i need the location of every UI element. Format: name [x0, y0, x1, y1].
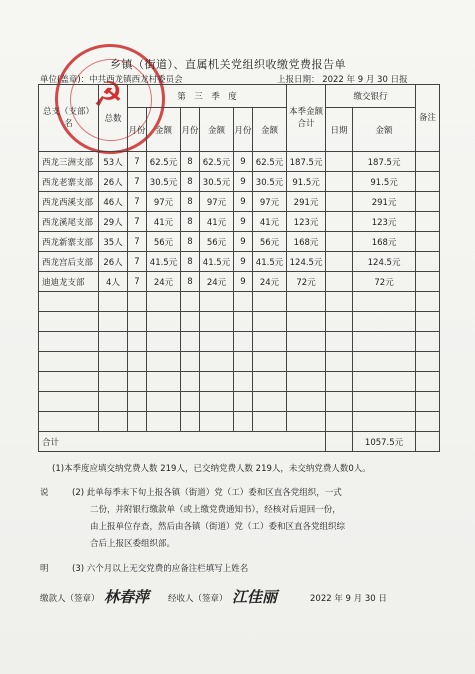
- empty-cell: [416, 332, 440, 352]
- cell-date: [326, 212, 353, 232]
- empty-cell: [147, 392, 181, 412]
- header-quarter-total: 本季金额合计: [287, 85, 326, 152]
- empty-cell: [326, 352, 353, 372]
- payer-label: 缴款人（签章）: [40, 594, 100, 604]
- empty-cell: [326, 392, 353, 412]
- empty-cell: [147, 352, 181, 372]
- header-month-2: 月份: [181, 108, 200, 152]
- total-remark: [416, 432, 440, 452]
- note-3: (3) 六个月以上无交党费的应备注栏填写上姓名: [72, 564, 249, 574]
- cell-a1: 56元: [147, 232, 181, 252]
- cell-a3: 41元: [253, 212, 287, 232]
- cell-a3: 62.5元: [253, 152, 287, 172]
- empty-row: [39, 292, 440, 312]
- cell-m3: 9: [234, 272, 253, 292]
- header-date: 日期: [326, 108, 353, 152]
- empty-cell: [287, 372, 326, 392]
- cell-sum: 291元: [287, 192, 326, 212]
- note-2c: 由上报单位存查，然后由各镇（街道）党（工）委和区直各党组织综: [90, 522, 346, 532]
- empty-cell: [99, 372, 128, 392]
- cell-a2: 97元: [200, 192, 234, 212]
- empty-cell: [234, 392, 253, 412]
- report-title: 乡镇（街道）、直属机关党组织收缴党费报告单: [110, 58, 346, 71]
- cell-a3: 24元: [253, 272, 287, 292]
- header-total: 总数: [99, 85, 128, 152]
- cell-date: [326, 152, 353, 172]
- empty-cell: [253, 312, 287, 332]
- total-date: [326, 432, 353, 452]
- header-bank: 缴交银行: [326, 85, 416, 108]
- empty-cell: [39, 412, 99, 432]
- table-row: [39, 272, 440, 292]
- cell-a1: 41元: [147, 212, 181, 232]
- hammer-sickle-icon: ☭: [92, 75, 124, 115]
- cell-remark: [416, 212, 440, 232]
- cell-m1: 7: [128, 212, 147, 232]
- empty-cell: [181, 372, 200, 392]
- empty-cell: [39, 352, 99, 372]
- cell-m2: 8: [181, 232, 200, 252]
- cell-a2: 62.5元: [200, 152, 234, 172]
- cell-total: 46人: [99, 192, 128, 212]
- empty-row: [39, 312, 440, 332]
- cell-m2: 8: [181, 212, 200, 232]
- cell-total: 29人: [99, 212, 128, 232]
- cell-total: 26人: [99, 172, 128, 192]
- empty-cell: [200, 332, 234, 352]
- cell-branch: 西龙西溪支部: [39, 192, 99, 212]
- empty-cell: [234, 412, 253, 432]
- table-row: [39, 212, 440, 232]
- empty-cell: [200, 392, 234, 412]
- table-row: [39, 192, 440, 212]
- unit-label: 单位(盖章)：中共西龙镇西龙村委员会: [40, 75, 183, 85]
- cell-sum: 91.5元: [287, 172, 326, 192]
- cell-date: [326, 192, 353, 212]
- cell-a3: 30.5元: [253, 172, 287, 192]
- cell-m2: 8: [181, 152, 200, 172]
- cell-a1: 24元: [147, 272, 181, 292]
- cell-a1: 62.5元: [147, 152, 181, 172]
- empty-cell: [39, 332, 99, 352]
- cell-sum: 123元: [287, 212, 326, 232]
- empty-cell: [253, 372, 287, 392]
- total-row: [39, 432, 440, 452]
- cell-remark: [416, 152, 440, 172]
- cell-bank: 91.5元: [353, 172, 416, 192]
- empty-cell: [200, 292, 234, 312]
- empty-row: [39, 392, 440, 412]
- cell-total: 53人: [99, 152, 128, 172]
- cell-m1: 7: [128, 252, 147, 272]
- empty-cell: [39, 372, 99, 392]
- cell-remark: [416, 172, 440, 192]
- empty-cell: [39, 312, 99, 332]
- empty-cell: [147, 292, 181, 312]
- cell-bank: 187.5元: [353, 152, 416, 172]
- header-amount-2: 金额: [200, 108, 234, 152]
- empty-cell: [287, 392, 326, 412]
- cell-branch: 西龙老寨支部: [39, 172, 99, 192]
- empty-cell: [200, 352, 234, 372]
- cell-sum: 168元: [287, 232, 326, 252]
- header-quarter: 第 三 季 度: [128, 85, 287, 108]
- footer-date: 2022 年 9 月 30 日: [310, 594, 387, 604]
- empty-cell: [181, 412, 200, 432]
- empty-cell: [99, 292, 128, 312]
- note-shuo: 说: [40, 488, 49, 498]
- cell-bank: 168元: [353, 232, 416, 252]
- empty-cell: [147, 312, 181, 332]
- empty-row: [39, 372, 440, 392]
- cell-remark: [416, 192, 440, 212]
- empty-cell: [353, 372, 416, 392]
- empty-cell: [147, 412, 181, 432]
- header-month-3: 月份: [234, 108, 253, 152]
- table-row: [39, 252, 440, 272]
- cell-bank: 72元: [353, 272, 416, 292]
- cell-bank: 123元: [353, 212, 416, 232]
- note-2d: 合后上报区委组织部。: [90, 539, 176, 549]
- cell-a1: 97元: [147, 192, 181, 212]
- empty-cell: [353, 292, 416, 312]
- empty-cell: [353, 412, 416, 432]
- cell-remark: [416, 252, 440, 272]
- empty-cell: [326, 372, 353, 392]
- cell-branch: 西龙新寨支部: [39, 232, 99, 252]
- handler-label: 经收人（签章）: [168, 594, 228, 604]
- empty-cell: [128, 352, 147, 372]
- empty-cell: [147, 332, 181, 352]
- empty-cell: [99, 312, 128, 332]
- empty-cell: [326, 332, 353, 352]
- empty-cell: [128, 412, 147, 432]
- table-row: [39, 152, 440, 172]
- empty-cell: [253, 392, 287, 412]
- header-amount-3: 金额: [253, 108, 287, 152]
- cell-a1: 41.5元: [147, 252, 181, 272]
- cell-m3: 9: [234, 152, 253, 172]
- empty-cell: [234, 292, 253, 312]
- cell-sum: 187.5元: [287, 152, 326, 172]
- cell-a2: 41.5元: [200, 252, 234, 272]
- cell-m1: 7: [128, 192, 147, 212]
- empty-cell: [99, 392, 128, 412]
- empty-cell: [181, 292, 200, 312]
- cell-total: 26人: [99, 252, 128, 272]
- empty-cell: [416, 352, 440, 372]
- cell-a3: 41.5元: [253, 252, 287, 272]
- cell-m2: 8: [181, 192, 200, 212]
- empty-cell: [287, 332, 326, 352]
- cell-a3: 56元: [253, 232, 287, 252]
- cell-m1: 7: [128, 232, 147, 252]
- cell-m3: 9: [234, 172, 253, 192]
- empty-cell: [99, 412, 128, 432]
- cell-a2: 30.5元: [200, 172, 234, 192]
- cell-sum: 124.5元: [287, 252, 326, 272]
- cell-m2: 8: [181, 272, 200, 292]
- note-2a: (2) 此单每季末下旬上报各镇（街道）党（工）委和区直各党组织，一式: [72, 488, 342, 498]
- cell-m3: 9: [234, 252, 253, 272]
- empty-cell: [99, 332, 128, 352]
- header-bank-amount: 金额: [353, 108, 416, 152]
- empty-cell: [234, 312, 253, 332]
- empty-row: [39, 332, 440, 352]
- report-date: 上报日期： 2022 年 9 月 30 日报: [277, 75, 408, 85]
- empty-cell: [99, 352, 128, 372]
- cell-m2: 8: [181, 252, 200, 272]
- cell-a1: 30.5元: [147, 172, 181, 192]
- empty-cell: [287, 412, 326, 432]
- cell-branch: 西龙溪尾支部: [39, 212, 99, 232]
- cell-sum: 72元: [287, 272, 326, 292]
- empty-cell: [234, 352, 253, 372]
- total-label: 合计: [39, 432, 326, 452]
- empty-cell: [353, 312, 416, 332]
- header-month-1: 月份: [128, 108, 147, 152]
- cell-a2: 41元: [200, 212, 234, 232]
- total-bank-amount: 1057.5元: [353, 432, 416, 452]
- empty-cell: [181, 312, 200, 332]
- dues-table: [38, 84, 440, 452]
- payer-signature: 林春萍: [104, 588, 150, 606]
- cell-a2: 24元: [200, 272, 234, 292]
- empty-row: [39, 352, 440, 372]
- cell-remark: [416, 232, 440, 252]
- cell-total: 4人: [99, 272, 128, 292]
- cell-m1: 7: [128, 152, 147, 172]
- empty-cell: [200, 412, 234, 432]
- note-2b: 二份，并附银行缴款单（或上缴党费通知书），经核对后退回一份，: [90, 505, 341, 515]
- empty-cell: [147, 372, 181, 392]
- empty-cell: [253, 352, 287, 372]
- cell-m1: 7: [128, 272, 147, 292]
- cell-m3: 9: [234, 212, 253, 232]
- empty-cell: [128, 392, 147, 412]
- header-amount-1: 金额: [147, 108, 181, 152]
- cell-a2: 56元: [200, 232, 234, 252]
- cell-branch: 西龙宫后支部: [39, 252, 99, 272]
- empty-cell: [39, 292, 99, 312]
- empty-cell: [234, 332, 253, 352]
- empty-cell: [326, 412, 353, 432]
- cell-date: [326, 272, 353, 292]
- cell-date: [326, 252, 353, 272]
- empty-cell: [181, 392, 200, 412]
- cell-date: [326, 172, 353, 192]
- empty-cell: [253, 332, 287, 352]
- table-row: [39, 172, 440, 192]
- empty-cell: [326, 312, 353, 332]
- empty-cell: [416, 412, 440, 432]
- cell-date: [326, 232, 353, 252]
- cell-m1: 7: [128, 172, 147, 192]
- empty-row: [39, 412, 440, 432]
- empty-cell: [181, 352, 200, 372]
- empty-cell: [326, 292, 353, 312]
- header-remark: 备注: [416, 85, 440, 152]
- empty-cell: [128, 312, 147, 332]
- empty-cell: [253, 292, 287, 312]
- empty-cell: [353, 352, 416, 372]
- empty-cell: [253, 412, 287, 432]
- empty-cell: [128, 372, 147, 392]
- cell-a3: 97元: [253, 192, 287, 212]
- empty-cell: [416, 312, 440, 332]
- empty-cell: [128, 332, 147, 352]
- empty-cell: [287, 352, 326, 372]
- empty-cell: [234, 372, 253, 392]
- cell-bank: 291元: [353, 192, 416, 212]
- cell-bank: 124.5元: [353, 252, 416, 272]
- empty-cell: [353, 332, 416, 352]
- table-row: [39, 232, 440, 252]
- empty-cell: [181, 332, 200, 352]
- empty-cell: [200, 312, 234, 332]
- cell-total: 35人: [99, 232, 128, 252]
- note-1: (1)本季度应填交纳党费人数 219人，已交纳党费人数 219人，未交纳党费人数0人。: [52, 464, 371, 474]
- empty-cell: [287, 312, 326, 332]
- cell-branch: 迪迪龙支部: [39, 272, 99, 292]
- cell-m3: 9: [234, 192, 253, 212]
- cell-m3: 9: [234, 232, 253, 252]
- empty-cell: [353, 392, 416, 412]
- empty-cell: [39, 392, 99, 412]
- empty-cell: [287, 292, 326, 312]
- empty-cell: [128, 292, 147, 312]
- empty-cell: [416, 392, 440, 412]
- header-branch: 总支（支部）名: [39, 85, 99, 152]
- note-ming: 明: [40, 564, 49, 574]
- empty-cell: [416, 292, 440, 312]
- empty-cell: [200, 372, 234, 392]
- cell-branch: 西龙三洲支部: [39, 152, 99, 172]
- cell-remark: [416, 272, 440, 292]
- empty-cell: [416, 372, 440, 392]
- cell-m2: 8: [181, 172, 200, 192]
- handler-signature: 江佳丽: [232, 588, 278, 606]
